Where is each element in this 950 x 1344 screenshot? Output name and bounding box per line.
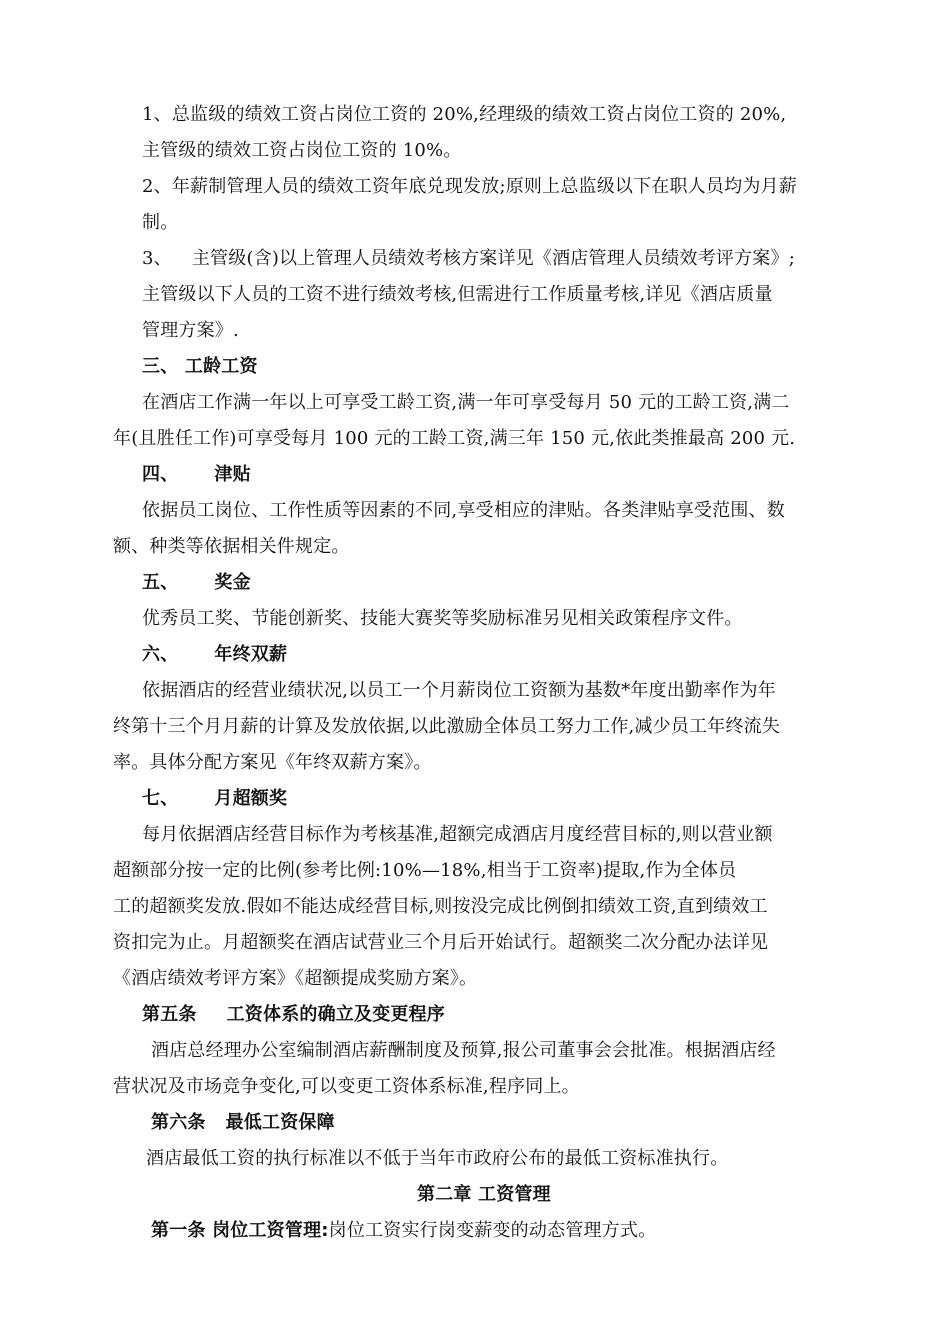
section-3-line-2: 年(且胜任工作)可享受每月 100 元的工龄工资,满三年 150 元,依此类推最高 200 元. [113, 428, 796, 449]
section-4-number: 四、 [142, 464, 179, 485]
section-7-title: 月超额奖 [214, 788, 288, 809]
section-6-line-1: 依据酒店的经营业绩状况,以员工一个月薪岗位工资额为基数*年度出勤率作为年 [142, 680, 776, 701]
chapter-2-title: 第二章 工资管理 [417, 1184, 551, 1205]
section-6-line-3: 率。具体分配方案见《年终双薪方案》。 [113, 752, 432, 773]
section-7-line-2: 超额部分按一定的比例(参考比例:10%—18%,相当于工资率)提取,作为全体员 [113, 860, 737, 881]
article-5-number: 第五条 [142, 1004, 197, 1025]
section-7-line-3: 工的超额奖发放.假如不能达成经营目标,则按没完成比例倒扣绩效工资,直到绩效工 [113, 896, 768, 917]
article-5-line-1: 酒店总经理办公室编制酒店薪酬制度及预算,报公司董事会会批准。根据酒店经 [151, 1040, 776, 1061]
section-7-heading [142, 787, 287, 811]
item-3-line-3: 管理方案》. [142, 320, 239, 341]
section-4-heading [142, 463, 251, 487]
item-1-line-2: 主管级的绩效工资占岗位工资的 10%。 [142, 140, 462, 161]
section-3-heading: 三、 工龄工资 [142, 356, 258, 377]
chapter-2-article-1 [151, 1219, 656, 1243]
item-3-line-1 [142, 247, 795, 271]
section-7-line-1: 每月依据酒店经营目标作为考核基准,超额完成酒店月度经营目标的,则以营业额 [142, 824, 773, 845]
section-7-line-4: 资扣完为止。月超额奖在酒店试营业三个月后开始试行。超额奖二次分配办法详见 [113, 932, 769, 953]
section-5-number: 五、 [142, 572, 179, 593]
section-7-line-5: 《酒店绩效考评方案》《超额提成奖励方案》。 [113, 968, 478, 989]
item-2-line-2: 制。 [142, 212, 179, 233]
article-6-title: 最低工资保障 [225, 1112, 335, 1133]
section-5-title: 奖金 [214, 572, 251, 593]
section-5-heading [142, 571, 251, 595]
section-6-line-2: 终第十三个月月薪的计算及发放依据,以此激励全体员工努力工作,减少员工年终流失 [113, 716, 781, 737]
item-2-line-1: 2、年薪制管理人员的绩效工资年底兑现发放;原则上总监级以下在职人员均为月薪 [142, 176, 797, 197]
article-6-line-1: 酒店最低工资的执行标准以不低于当年市政府公布的最低工资标准执行。 [146, 1148, 729, 1169]
section-3-line-1: 在酒店工作满一年以上可享受工龄工资,满一年可享受每月 50 元的工龄工资,满二 [142, 392, 790, 413]
chapter-2-article-1-text: 岗位工资实行岗变薪变的动态管理方式。 [328, 1220, 657, 1241]
section-5-line-1: 优秀员工奖、节能创新奖、技能大赛奖等奖励标准另见相关政策程序文件。 [142, 608, 743, 629]
item-3-line-2: 主管级以下人员的工资不进行绩效考核,但需进行工作质量考核,详见《酒店质量 [142, 284, 773, 305]
article-5-heading [142, 1003, 445, 1027]
section-6-heading [142, 643, 287, 667]
section-7-number: 七、 [142, 788, 179, 809]
item-1-line-1: 1、总监级的绩效工资占岗位工资的 20%,经理级的绩效工资占岗位工资的 20%, [142, 104, 787, 125]
article-5-line-2: 营状况及市场竞争变化,可以变更工资体系标准,程序同上。 [113, 1076, 580, 1097]
chapter-2-article-1-label: 第一条 岗位工资管理: [151, 1220, 329, 1241]
section-4-line-2: 额、种类等依据相关件规定。 [113, 536, 350, 557]
article-5-title: 工资体系的确立及变更程序 [226, 1004, 446, 1025]
item-3-number: 3、 [142, 248, 172, 269]
article-6-number: 第六条 [151, 1112, 206, 1133]
article-6-heading [151, 1111, 335, 1135]
section-4-line-1: 依据员工岗位、工作性质等因素的不同,享受相应的津贴。各类津贴享受范围、数 [142, 500, 785, 521]
section-6-number: 六、 [142, 644, 179, 665]
item-3-text: 主管级(含)以上管理人员绩效考核方案详见《酒店管理人员绩效考评方案》; [191, 248, 795, 269]
section-4-title: 津贴 [214, 464, 251, 485]
section-6-title: 年终双薪 [214, 644, 288, 665]
